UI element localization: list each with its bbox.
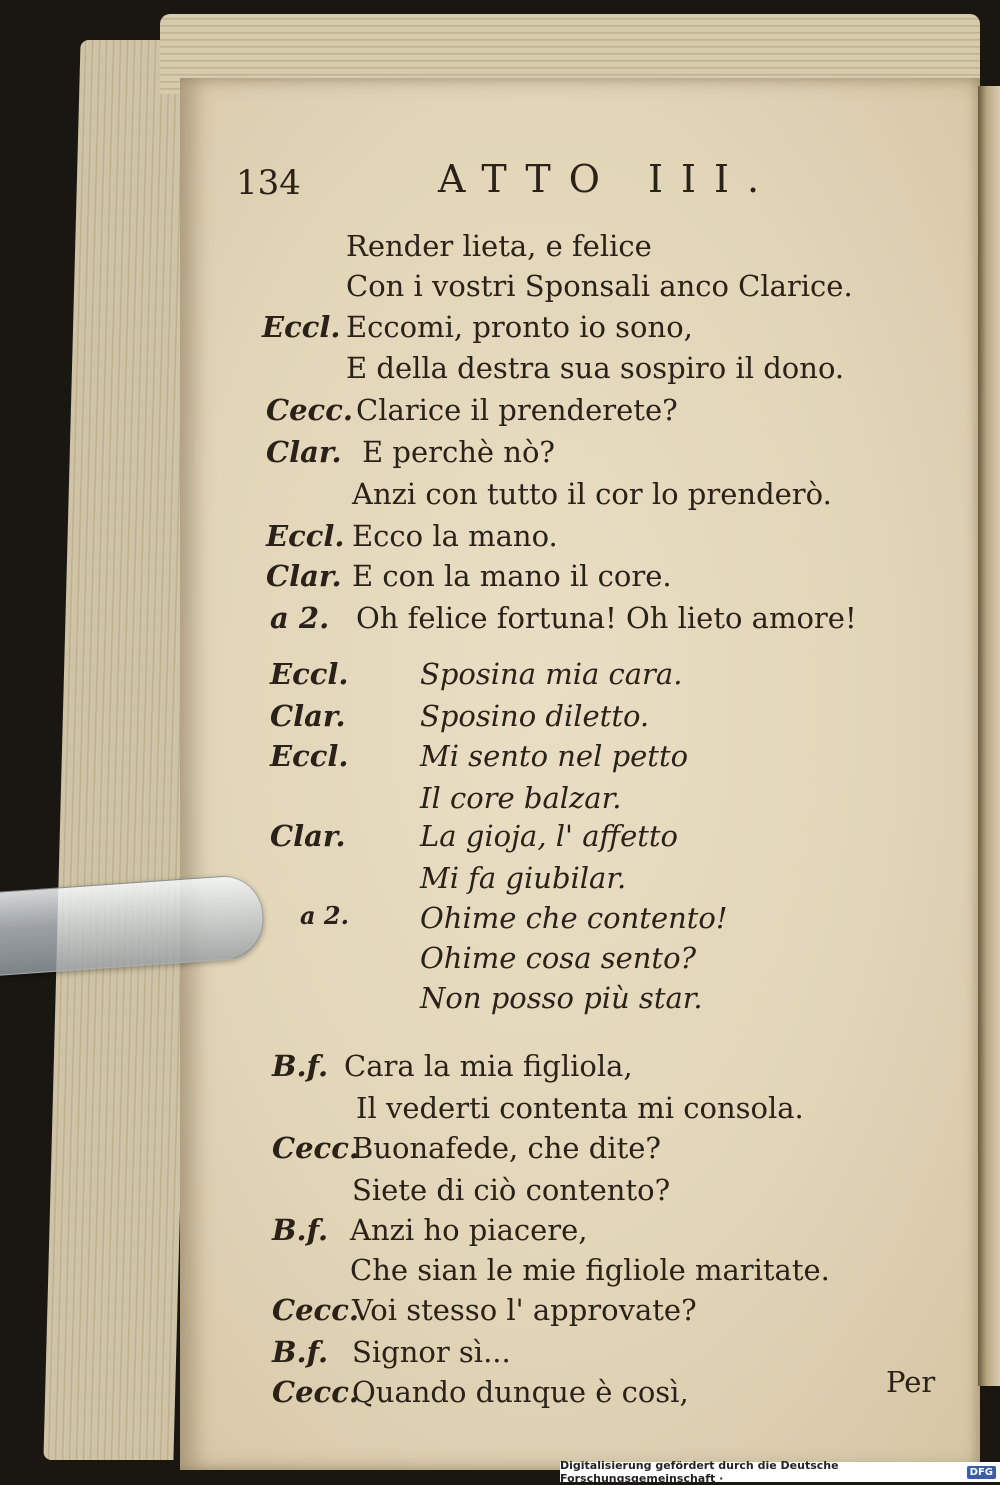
speaker-label: Eccl. <box>270 739 349 773</box>
aria-line: Sposino diletto. <box>420 699 650 733</box>
text-line: Quando dunque è così, <box>352 1375 689 1409</box>
aria-line: Ohime cosa sento? <box>420 941 697 975</box>
page-number: 134 <box>236 163 301 203</box>
text-line: E con la mano il core. <box>352 559 672 593</box>
speaker-label: Cecc. <box>272 1375 359 1409</box>
aria-line: Sposina mia cara. <box>420 657 683 691</box>
text-line: Ecco la mano. <box>352 519 558 553</box>
text-line: Eccomi, pronto io sono, <box>346 310 693 344</box>
text-line: Oh felice fortuna! Oh lieto amore! <box>356 601 857 635</box>
aria-line: Non posso più star. <box>420 981 703 1015</box>
text-line: Siete di ciò contento? <box>352 1173 671 1207</box>
text-line: Anzi con tutto il cor lo prenderò. <box>352 477 832 511</box>
text-line: Il vederti contenta mi consola. <box>356 1091 804 1125</box>
speaker-label: a 2. <box>270 601 330 635</box>
text-line: E perchè nò? <box>362 435 555 469</box>
speaker-label: Clar. <box>266 559 342 593</box>
speaker-label: Cecc. <box>266 393 353 427</box>
dfg-logo-icon: DFG <box>967 1466 996 1479</box>
aria-line: Il core balzar. <box>420 781 622 815</box>
aria-line: Ohime che contento! <box>420 901 728 935</box>
aria-line: Mi fa giubilar. <box>420 861 627 895</box>
text-line: Render lieta, e felice <box>346 229 652 263</box>
catchword: Per <box>886 1365 936 1399</box>
speaker-label: B.f. <box>272 1213 329 1247</box>
speaker-label: Clar. <box>270 819 346 853</box>
speaker-label: Eccl. <box>266 519 345 553</box>
text-line: E della destra sua sospiro il dono. <box>346 351 845 385</box>
text-line: Voi stesso l' approvate? <box>352 1293 697 1327</box>
footer-credit: Digitalisierung gefördert durch die Deutsche Forschungsgemeinschaft · <box>560 1459 839 1485</box>
text-line: Clarice il prenderete? <box>356 393 678 427</box>
text-line: Con i vostri Sponsali anco Clarice. <box>346 269 853 303</box>
speaker-label: Eccl. <box>262 310 341 344</box>
text-line: Che sian le mie figliole maritate. <box>350 1253 830 1287</box>
aria-line: Mi sento nel petto <box>420 739 689 773</box>
speaker-label: Clar. <box>266 435 342 469</box>
speaker-label: B.f. <box>272 1335 329 1369</box>
aria-line: La gioja, l' affetto <box>420 819 679 853</box>
text-line: Anzi ho piacere, <box>350 1213 588 1247</box>
act-title: ATTO III. <box>438 157 778 201</box>
text-line: Signor sì... <box>352 1335 511 1369</box>
speaker-label: Cecc. <box>272 1293 359 1327</box>
speaker-label: Clar. <box>270 699 346 733</box>
speaker-label: a 2. <box>300 901 349 930</box>
text-line: Buonafede, che dite? <box>352 1131 661 1165</box>
speaker-label: Cecc. <box>272 1131 359 1165</box>
speaker-label: Eccl. <box>270 657 349 691</box>
speaker-label: B.f. <box>272 1049 329 1083</box>
footer-bar <box>560 1459 1000 1485</box>
text-line: Cara la mia figliola, <box>344 1049 633 1083</box>
